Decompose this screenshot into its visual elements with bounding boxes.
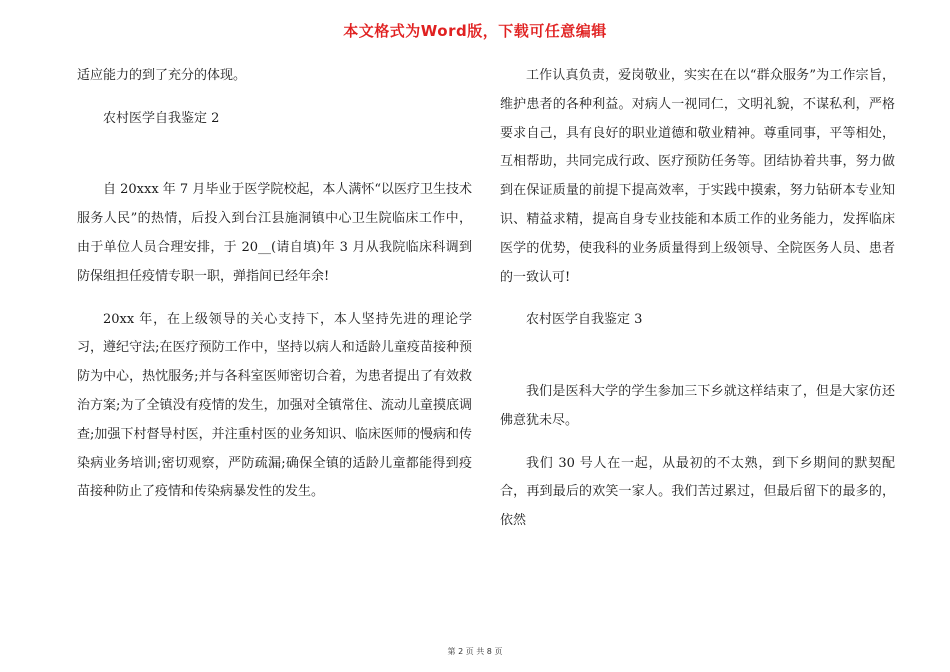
page-footer (0, 646, 950, 657)
paragraph-graduation: 自 20xxx 年 7 月毕业于医学院校起，本人满怀“以医疗卫生技术服务人民”的热情，后投入到台江县施洞镇中心卫生院临床工作中，由于单位人员合理安排，于 20__(请自填)年 3 月从我院临床科调到防保组担任疫情专职一职，弹指间已经年余! (77, 182, 472, 284)
section-heading-2: 农村医学自我鉴定 2 (103, 110, 220, 126)
banner-text: 本文格式为Word版，下载可任意编辑 (343, 22, 607, 40)
page-number: 第 2 页 共 8 页 (447, 647, 503, 656)
section-heading-3: 农村医学自我鉴定 3 (526, 312, 643, 328)
paragraph-continuation: 适应能力的到了充分的体现。 (77, 68, 247, 83)
left-column (77, 62, 472, 507)
paragraph-team: 我们 30 号人在一起，从最初的不太熟，到下乡期间的默契配合，再到最后的欢笑一家人。我们苦过累过，但最后留下的最多的，依然 (500, 455, 895, 529)
paragraph-work-attitude: 工作认真负责，爱岗敬业，实实在在以“群众服务”为工作宗旨，维护患者的各种利益。对病人一视同仁，文明礼貌，不谋私利，严格要求自己，具有良好的职业道德和敬业精神。尊重同事，平等相处，互相帮助，共同完成行政、医疗预防任务等。团结协着共事，努力做到在保证质量的前提下提高效率，于实践中摸索，努力钻研本专业知识、精益求精，提高自身专业技能和本质工作的业务能力，发挥临床医学的优势，使我科的业务质量得到上级领导、全院医务人员、患者的一致认可! (500, 68, 895, 285)
document-banner (0, 20, 950, 41)
right-column (500, 62, 895, 536)
paragraph-rural-trip: 我们是医科大学的学生参加三下乡就这样结束了，但是大家仿还佛意犹未尽。 (500, 383, 895, 428)
paragraph-work-summary: 20xx 年，在上级领导的关心支持下，本人坚持先进的理论学习，遵纪守法;在医疗预防工作中，坚持以病人和适龄儿童疫苗接种预防为中心，热忱服务;并与各科室医师密切合着，为患者提出了有效救治方案;为了全镇没有疫情的发生，加强对全镇常住、流动儿童摸底调查;加强下村督导村医，并注重村医的业务知识、临床医师的慢病和传染病业务培训;密切观察，严防疏漏;确保全镇的适龄儿童都能得到疫苗接种防止了疫情和传染病暴发性的发生。 (77, 311, 472, 500)
